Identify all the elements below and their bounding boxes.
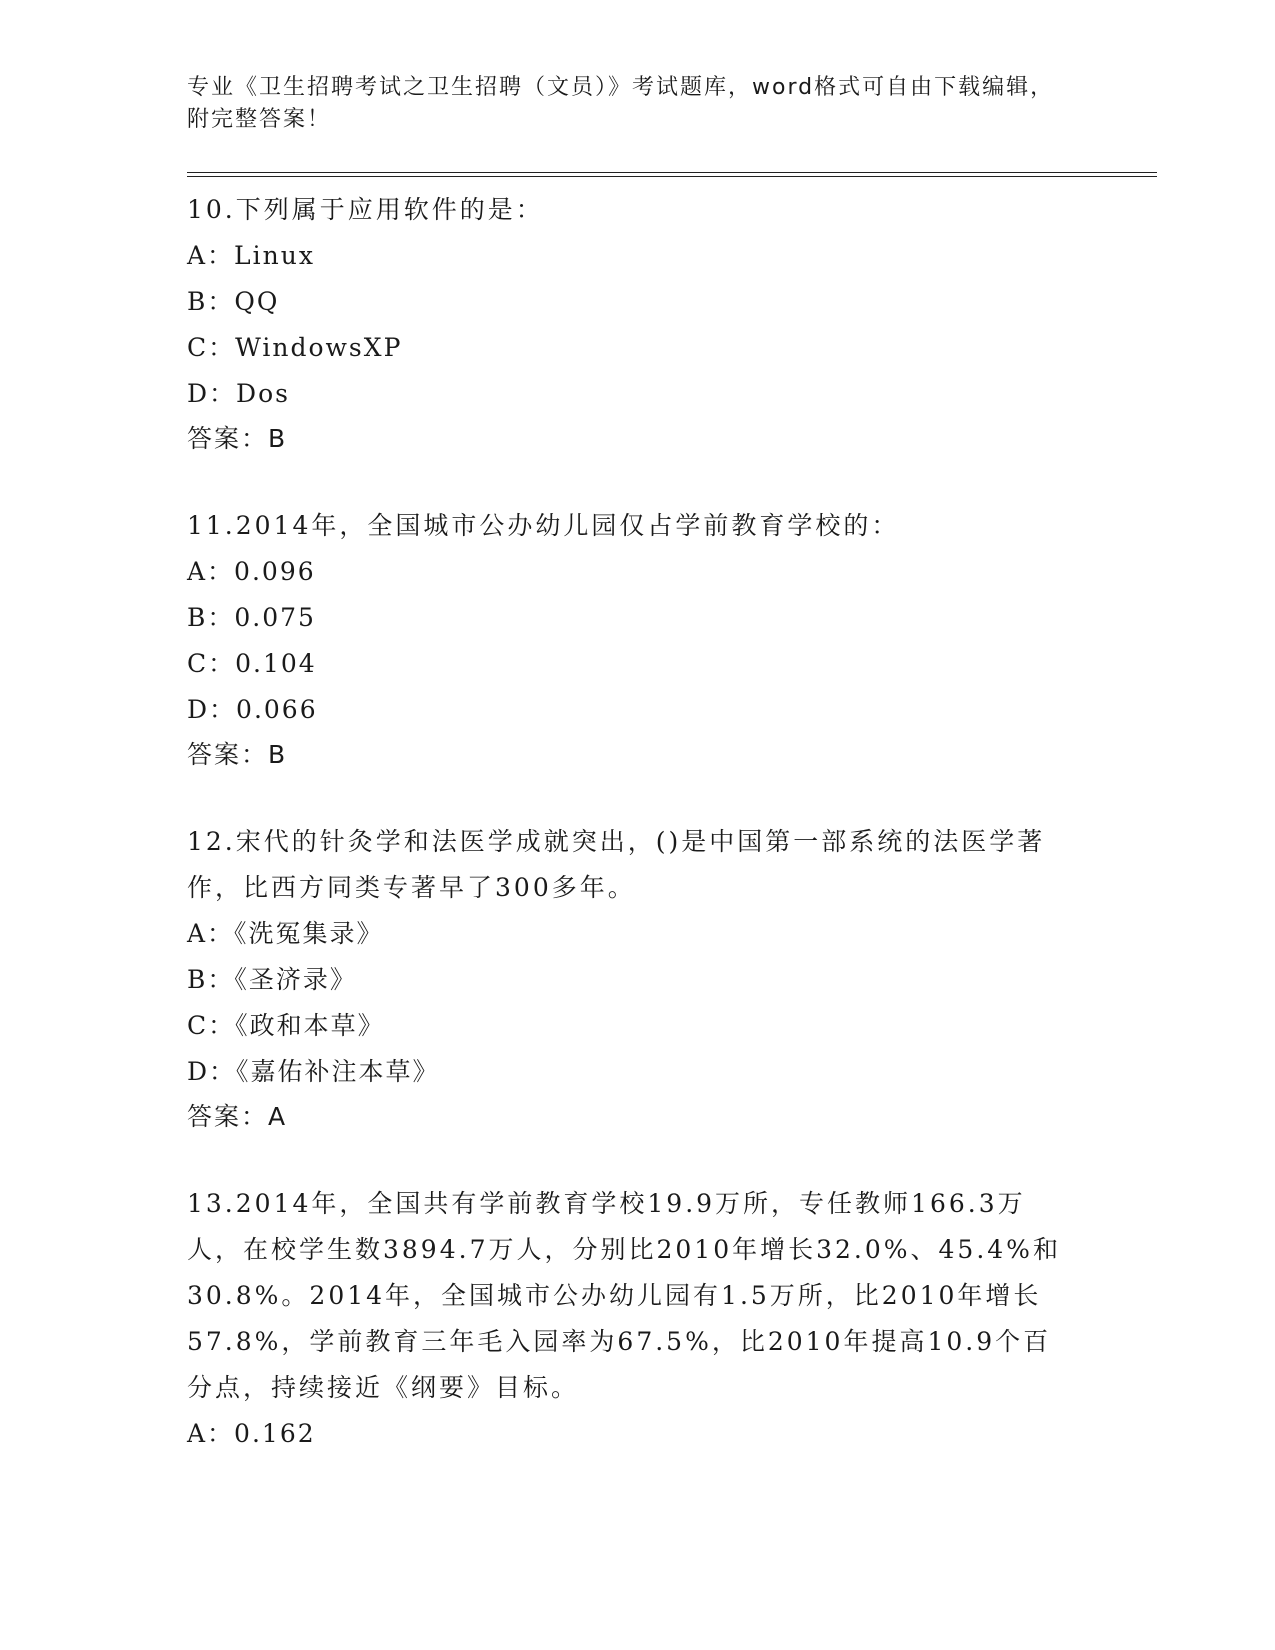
document-page: [187, 72, 1157, 1499]
option-b: B：0.075: [187, 603, 316, 632]
question-list: [187, 187, 1157, 1457]
question-12: [187, 819, 1157, 1139]
question-stem: 11.2014年，全国城市公办幼儿园仅占学前教育学校的：: [187, 511, 900, 540]
answer: 答案：B: [187, 740, 288, 769]
option-d: D：《嘉佑补注本草》: [187, 1057, 440, 1086]
option-c: C：《政和本草》: [187, 1011, 385, 1040]
option-d: D：Dos: [187, 379, 290, 408]
option-a: A：Linux: [187, 241, 315, 270]
question-stem: 12.宋代的针灸学和法医学成就突出，()是中国第一部系统的法医学著作，比西方同类专著早了300多年。: [187, 827, 1046, 902]
document-intro: 专业《卫生招聘考试之卫生招聘（文员）》考试题库，word格式可自由下载编辑，附完整答案！: [187, 75, 1055, 132]
question-10: [187, 187, 1157, 461]
option-c: C：WindowsXP: [187, 333, 403, 362]
option-c: C：0.104: [187, 649, 317, 678]
option-b: B：《圣济录》: [187, 965, 357, 994]
option-b: B：QQ: [187, 287, 280, 316]
option-a: A：0.162: [187, 1419, 316, 1448]
header-divider-inner: [187, 176, 1157, 177]
option-a: A：《洗冤集录》: [187, 919, 384, 948]
question-11: [187, 503, 1157, 777]
question-stem: 10.下列属于应用软件的是：: [187, 195, 544, 224]
question-13: [187, 1181, 1157, 1457]
option-a: A：0.096: [187, 557, 316, 586]
option-d: D：0.066: [187, 695, 318, 724]
header-divider: [187, 172, 1157, 177]
question-stem: 13.2014年，全国共有学前教育学校19.9万所，专任教师166.3万人，在校学生数3894.7万人，分别比2010年增长32.0%、45.4%和30.8%。2014年，全国城市公办幼儿园有1.5万所，比2010年增长57.8%，学前教育三年毛入园率为67.5%，比2010年提高10.9个百分点，持续接近《纲要》目标。: [187, 1189, 1061, 1402]
answer: 答案：A: [187, 1102, 288, 1131]
answer: 答案：B: [187, 424, 288, 453]
